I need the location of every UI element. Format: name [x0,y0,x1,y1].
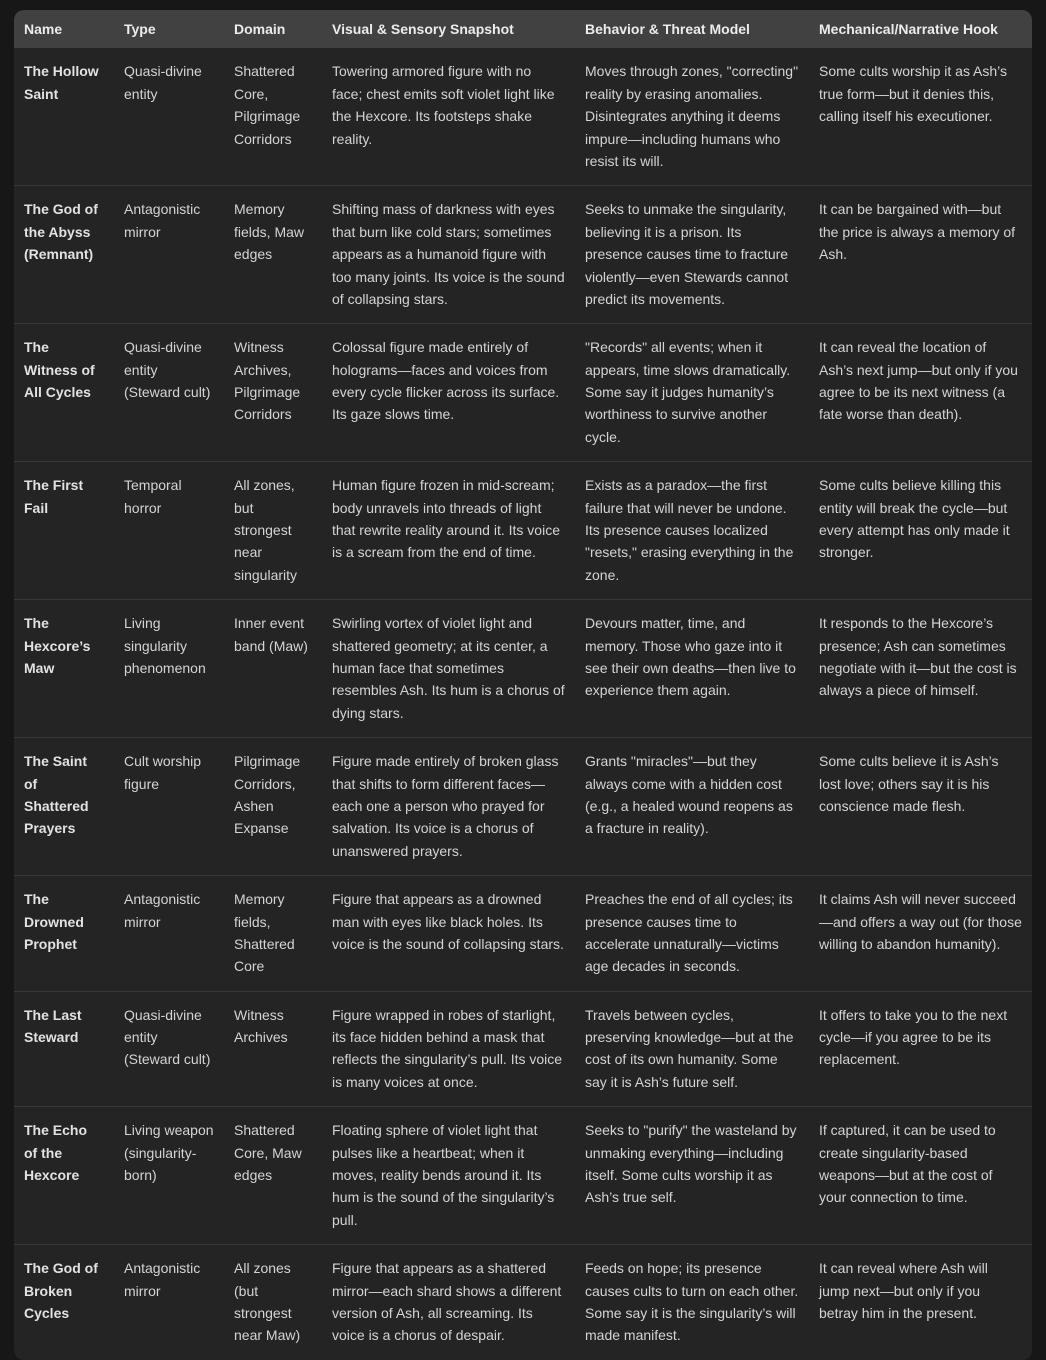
cell-behavior: Seeks to "purify" the wasteland by unmaking everything—including itself. Some cults worship it as Ash’s true self. [575,1107,809,1245]
cell-domain: Shattered Core, Pilgrimage Corridors [224,48,322,185]
cell-visual: Figure that appears as a shattered mirror—each shard shows a different version of Ash, all screaming. Its voice is a chorus of despair. [322,1245,575,1360]
cell-domain: Memory fields, Shattered Core [224,876,322,992]
table-row [14,48,1032,185]
entity-table-container [14,10,1032,1360]
cell-name: The God of Broken Cycles [14,1245,114,1360]
cell-type: Temporal horror [114,462,224,600]
cell-hook: Some cults believe killing this entity will break the cycle—but every attempt has only made it stronger. [809,462,1032,600]
cell-visual: Figure that appears as a drowned man with eyes like black holes. Its voice is the sound of collapsing stars. [322,876,575,992]
cell-hook: Some cults worship it as Ash’s true form—but it denies this, calling itself his executioner. [809,48,1032,185]
cell-visual: Colossal figure made entirely of holograms—faces and voices from every cycle flicker across its surface. Its gaze slows time. [322,324,575,462]
cell-visual: Human figure frozen in mid-scream; body unravels into threads of light that rewrite reality around it. Its voice is a scream from the end of time. [322,462,575,600]
table-row [14,991,1032,1107]
table-row [14,1107,1032,1245]
table-row [14,1245,1032,1360]
column-header-behavior: Behavior & Threat Model [575,10,809,48]
cell-behavior: Feeds on hope; its presence causes cults to turn on each other. Some say it is the singularity’s will made manifest. [575,1245,809,1360]
table-row [14,324,1032,462]
column-header-domain: Domain [224,10,322,48]
cell-domain: Witness Archives, Pilgrimage Corridors [224,324,322,462]
cell-hook: It claims Ash will never succeed—and offers a way out (for those willing to abandon humanity). [809,876,1032,992]
cell-domain: All zones (but strongest near Maw) [224,1245,322,1360]
cell-domain: All zones, but strongest near singularity [224,462,322,600]
table-row [14,738,1032,876]
cell-name: The Witness of All Cycles [14,324,114,462]
table-row [14,462,1032,600]
cell-hook: Some cults believe it is Ash’s lost love; others say it is his conscience made flesh. [809,738,1032,876]
cell-behavior: Travels between cycles, preserving knowledge—but at the cost of its own humanity. Some say it is Ash’s future self. [575,991,809,1107]
cell-type: Antagonistic mirror [114,876,224,992]
cell-name: The Saint of Shattered Prayers [14,738,114,876]
cell-type: Living singularity phenomenon [114,600,224,738]
cell-visual: Towering armored figure with no face; chest emits soft violet light like the Hexcore. Its footsteps shake reality. [322,48,575,185]
cell-type: Quasi-divine entity [114,48,224,185]
cell-behavior: Seeks to unmake the singularity, believing it is a prison. Its presence causes time to fracture violently—even Stewards cannot predict its movements. [575,186,809,324]
cell-domain: Shattered Core, Maw edges [224,1107,322,1245]
cell-name: The Last Steward [14,991,114,1107]
cell-hook: It can reveal where Ash will jump next—but only if you betray him in the present. [809,1245,1032,1360]
cell-behavior: Exists as a paradox—the first failure that will never be undone. Its presence causes localized "resets," erasing everything in the zone. [575,462,809,600]
cell-visual: Shifting mass of darkness with eyes that burn like cold stars; sometimes appears as a humanoid figure with too many joints. Its voice is the sound of collapsing stars. [322,186,575,324]
cell-behavior: Moves through zones, "correcting" reality by erasing anomalies. Disintegrates anything it deems impure—including humans who resist its will. [575,48,809,185]
column-header-name: Name [14,10,114,48]
cell-type: Antagonistic mirror [114,1245,224,1360]
cell-name: The Hexcore’s Maw [14,600,114,738]
cell-visual: Floating sphere of violet light that pulses like a heartbeat; when it moves, reality bends around it. Its hum is the sound of the singularity’s pull. [322,1107,575,1245]
entity-table [14,10,1032,1360]
cell-domain: Pilgrimage Corridors, Ashen Expanse [224,738,322,876]
table-row [14,876,1032,992]
cell-hook: It can reveal the location of Ash’s next jump—but only if you agree to be its next witness (a fate worse than death). [809,324,1032,462]
column-header-type: Type [114,10,224,48]
cell-name: The Hollow Saint [14,48,114,185]
cell-type: Living weapon (singularity-born) [114,1107,224,1245]
cell-type: Quasi-divine entity (Steward cult) [114,324,224,462]
column-header-hook: Mechanical/Narrative Hook [809,10,1032,48]
cell-name: The Echo of the Hexcore [14,1107,114,1245]
cell-visual: Swirling vortex of violet light and shattered geometry; at its center, a human face that sometimes resembles Ash. Its hum is a chorus of dying stars. [322,600,575,738]
cell-behavior: "Records" all events; when it appears, time slows dramatically. Some say it judges humanity’s worthiness to survive another cycle. [575,324,809,462]
cell-type: Cult worship figure [114,738,224,876]
cell-name: The First Fail [14,462,114,600]
cell-hook: If captured, it can be used to create singularity-based weapons—but at the cost of your connection to time. [809,1107,1032,1245]
cell-domain: Witness Archives [224,991,322,1107]
cell-behavior: Preaches the end of all cycles; its presence causes time to accelerate unnaturally—victims age decades in seconds. [575,876,809,992]
table-row [14,186,1032,324]
cell-hook: It offers to take you to the next cycle—if you agree to be its replacement. [809,991,1032,1107]
cell-behavior: Devours matter, time, and memory. Those who gaze into it see their own deaths—then live to experience them again. [575,600,809,738]
table-header-row [14,10,1032,48]
table-row [14,600,1032,738]
cell-type: Quasi-divine entity (Steward cult) [114,991,224,1107]
cell-name: The Drowned Prophet [14,876,114,992]
cell-hook: It responds to the Hexcore’s presence; Ash can sometimes negotiate with it—but the cost is always a piece of himself. [809,600,1032,738]
cell-hook: It can be bargained with—but the price is always a memory of Ash. [809,186,1032,324]
cell-visual: Figure wrapped in robes of starlight, its face hidden behind a mask that reflects the singularity’s pull. Its voice is many voices at once. [322,991,575,1107]
cell-domain: Memory fields, Maw edges [224,186,322,324]
cell-visual: Figure made entirely of broken glass that shifts to form different faces—each one a person who prayed for salvation. Its voice is a chorus of unanswered prayers. [322,738,575,876]
column-header-visual: Visual & Sensory Snapshot [322,10,575,48]
cell-type: Antagonistic mirror [114,186,224,324]
cell-behavior: Grants "miracles"—but they always come with a hidden cost (e.g., a healed wound reopens as a fracture in reality). [575,738,809,876]
cell-domain: Inner event band (Maw) [224,600,322,738]
cell-name: The God of the Abyss (Remnant) [14,186,114,324]
table-header [14,10,1032,48]
table-body [14,48,1032,1359]
